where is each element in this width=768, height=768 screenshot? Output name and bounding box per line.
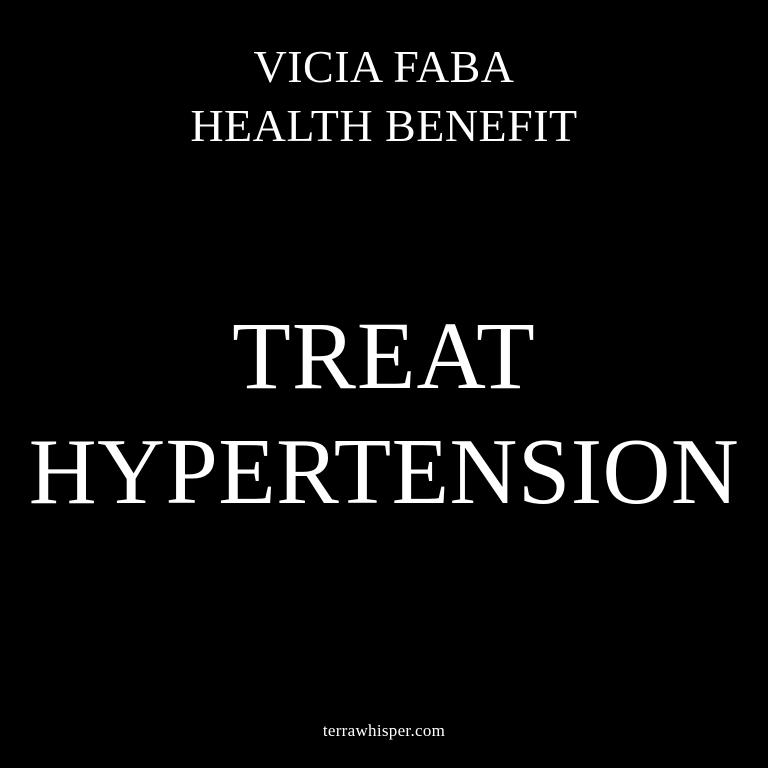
headline-line-1: TREAT bbox=[232, 302, 536, 409]
plant-name: VICIA FABA bbox=[253, 41, 515, 92]
subtitle-health-benefit: HEALTH BENEFIT bbox=[190, 100, 578, 151]
headline-line-2: HYPERTENSION bbox=[28, 420, 740, 524]
website-credit: terrawhisper.com bbox=[322, 721, 446, 740]
